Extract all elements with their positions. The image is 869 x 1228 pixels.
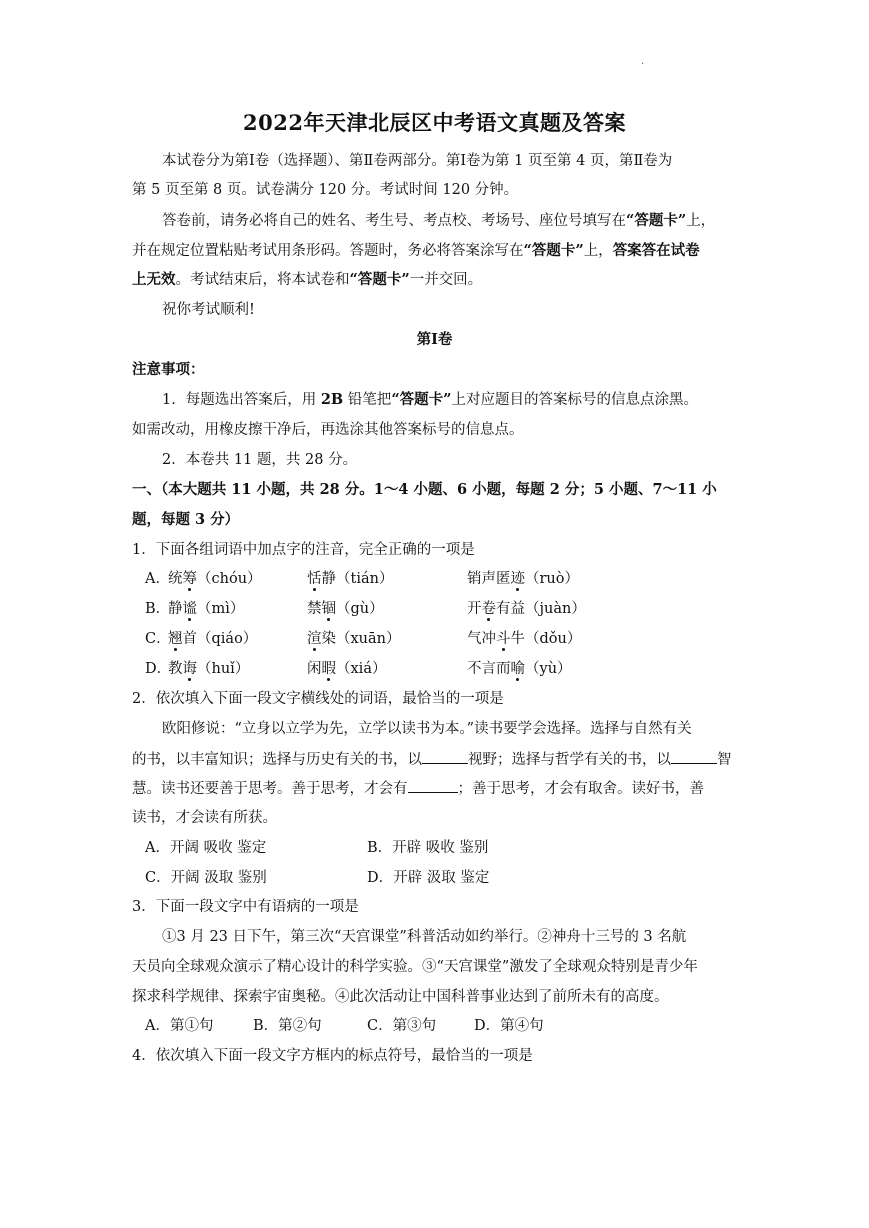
question-stem: 4．依次填入下面一段文字方框内的标点符号，最恰当的一项是 <box>132 1048 533 1064</box>
option-word <box>307 599 384 619</box>
dotted-char: 筹 <box>182 571 197 587</box>
text: 1．每题选出答案后，用 <box>162 392 321 408</box>
text: （xiá） <box>336 661 387 677</box>
answer-card-term: “答题卡” <box>391 391 452 408</box>
question-stem: 1．下面各组词语中加点字的注音，完全正确的一项是 <box>132 542 475 558</box>
passage-line: 欧阳修说：“立身以立学为先，立学以读书为本。”读书要学会选择。选择与自然有关 <box>162 721 692 737</box>
dotted-char: 迹 <box>510 571 525 587</box>
option-label: B． <box>145 601 171 617</box>
fill-blank <box>408 778 458 793</box>
option-word <box>168 599 244 619</box>
notice-heading: 注意事项： <box>132 361 205 378</box>
notice-line: 如需改动，用橡皮擦干净后，再选涂其他答案标号的信息点。 <box>132 422 524 438</box>
warning-text: 上无效 <box>132 271 176 288</box>
passage-line: 读书，才会读有所获。 <box>132 810 277 826</box>
text: 答卷前，请务必将自己的姓名、考生号、考点校、考场号、座位号填写在 <box>162 213 626 229</box>
dotted-char: 恬 <box>307 571 322 587</box>
warning-text: 答案答在试卷 <box>612 242 700 259</box>
text: 视野；选择与哲学有关的书，以 <box>468 752 671 768</box>
part-heading: 一、（本大题共 11 小题，共 28 分。1～4 小题、6 小题，每题 2 分；5 小题、7～11 小 <box>132 481 717 498</box>
passage-line: 探求科学规律、探索宇宙奥秘。④此次活动让中国科普事业达到了前所未有的高度。 <box>132 989 669 1005</box>
option-c: C．开阔 汲取 鉴别 <box>145 870 267 886</box>
option-word <box>467 629 581 649</box>
question-stem: 2．依次填入下面一段文字横线处的词语，最恰当的一项是 <box>132 691 504 707</box>
page-title: 2022年天津北辰区中考语文真题及答案 <box>243 110 626 135</box>
good-luck: 祝你考试顺利! <box>162 302 255 318</box>
answer-card-term: “答题卡” <box>626 212 687 229</box>
notice-line <box>162 390 698 410</box>
part-heading: 题，每题 3 分） <box>132 511 240 528</box>
dotted-char: 暇 <box>321 661 336 677</box>
passage-line <box>132 749 732 770</box>
dotted-char: 斗 <box>496 631 511 647</box>
text: （huǐ） <box>197 661 250 677</box>
text: 上， <box>583 243 613 259</box>
option-word <box>168 659 249 679</box>
fill-blank <box>422 749 468 764</box>
option-label: D． <box>145 661 172 677</box>
text: 牛（dǒu） <box>510 631 582 647</box>
option-b: B．开辟 吸收 鉴别 <box>367 840 489 856</box>
dotted-char: 喻 <box>510 661 525 677</box>
dotted-char: 诲 <box>182 661 197 677</box>
text: 并在规定位置粘贴考试用条形码。答题时，务必将答案涂写在 <box>132 243 524 259</box>
text: 教 <box>168 661 183 677</box>
corner-mark: . <box>641 56 645 67</box>
option-word <box>168 569 262 589</box>
option-a: A．第①句 <box>145 1018 214 1034</box>
text: （yù） <box>525 661 572 677</box>
option-word <box>307 569 393 589</box>
text: 销声匿 <box>467 571 511 587</box>
option-word <box>168 629 257 649</box>
notice-line: 2．本卷共 11 题，共 28 分。 <box>162 452 358 468</box>
text: 气冲 <box>467 631 496 647</box>
text: 静（tián） <box>321 571 394 587</box>
option-c: C．第③句 <box>367 1018 437 1034</box>
text: ；善于思考，才会有取舍。读好书，善 <box>457 781 704 797</box>
intro-line: 第 5 页至第 8 页。试卷满分 120 分。考试时间 120 分钟。 <box>132 182 519 198</box>
passage-line: 天员向全球观众演示了精心设计的科学实验。③“天宫课堂”激发了全球观众特别是青少年 <box>132 959 698 975</box>
option-d: D．第④句 <box>474 1018 544 1034</box>
option-d: D．开辟 汲取 鉴定 <box>367 870 490 886</box>
intro-line <box>132 270 482 290</box>
option-label: C． <box>145 631 171 647</box>
text: 不言而 <box>467 661 511 677</box>
text: （chóu） <box>197 571 262 587</box>
option-word <box>467 659 572 679</box>
text: 统 <box>168 571 183 587</box>
text: 首（qiáo） <box>182 631 258 647</box>
dotted-char: 卷 <box>481 601 496 617</box>
text: （gù） <box>336 601 384 617</box>
option-label: A． <box>145 571 170 587</box>
text: 上， <box>686 213 716 229</box>
option-word <box>467 599 586 619</box>
intro-line <box>162 211 715 231</box>
option-word <box>307 659 386 679</box>
pencil-type: 2B <box>320 391 344 408</box>
text: 一并交回。 <box>409 272 483 288</box>
option-word <box>467 569 579 589</box>
text: 铅笔把 <box>343 392 392 408</box>
option-word <box>307 629 401 649</box>
text: 智 <box>717 752 732 768</box>
question-stem: 3．下面一段文字中有语病的一项是 <box>132 899 359 915</box>
text: （mì） <box>197 601 245 617</box>
text: 上对应题目的答案标号的信息点涂黑。 <box>451 392 698 408</box>
text: 闲 <box>307 661 322 677</box>
passage-line <box>132 778 704 799</box>
text: 开 <box>467 601 482 617</box>
text: 有益（juàn） <box>496 601 586 617</box>
option-a: A．开阔 吸收 鉴定 <box>145 840 267 856</box>
option-b: B．第②句 <box>253 1018 322 1034</box>
text: 慧。读书还要善于思考。善于思考，才会有 <box>132 781 408 797</box>
fill-blank <box>671 749 717 764</box>
intro-line <box>132 241 700 261</box>
answer-card-term: “答题卡” <box>349 271 410 288</box>
answer-card-term: “答题卡” <box>523 242 584 259</box>
dotted-char: 谧 <box>182 601 197 617</box>
section-heading: 第Ⅰ卷 <box>416 331 453 348</box>
text: （ruò） <box>525 571 579 587</box>
text: 染（xuān） <box>321 631 401 647</box>
passage-line: ①3 月 23 日下午，第三次“天宫课堂”科普活动如约举行。②神舟十三号的 3 名航 <box>162 929 687 945</box>
text: 的书，以丰富知识；选择与历史有关的书，以 <box>132 752 422 768</box>
text: 。考试结束后，将本试卷和 <box>175 272 350 288</box>
dotted-char: 锢 <box>321 601 336 617</box>
dotted-char: 翘 <box>168 631 183 647</box>
intro-line: 本试卷分为第Ⅰ卷（选择题）、第Ⅱ卷两部分。第Ⅰ卷为第 1 页至第 4 页，第Ⅱ卷为 <box>162 153 673 169</box>
dotted-char: 渲 <box>307 631 322 647</box>
text: 禁 <box>307 601 322 617</box>
text: 静 <box>168 601 183 617</box>
